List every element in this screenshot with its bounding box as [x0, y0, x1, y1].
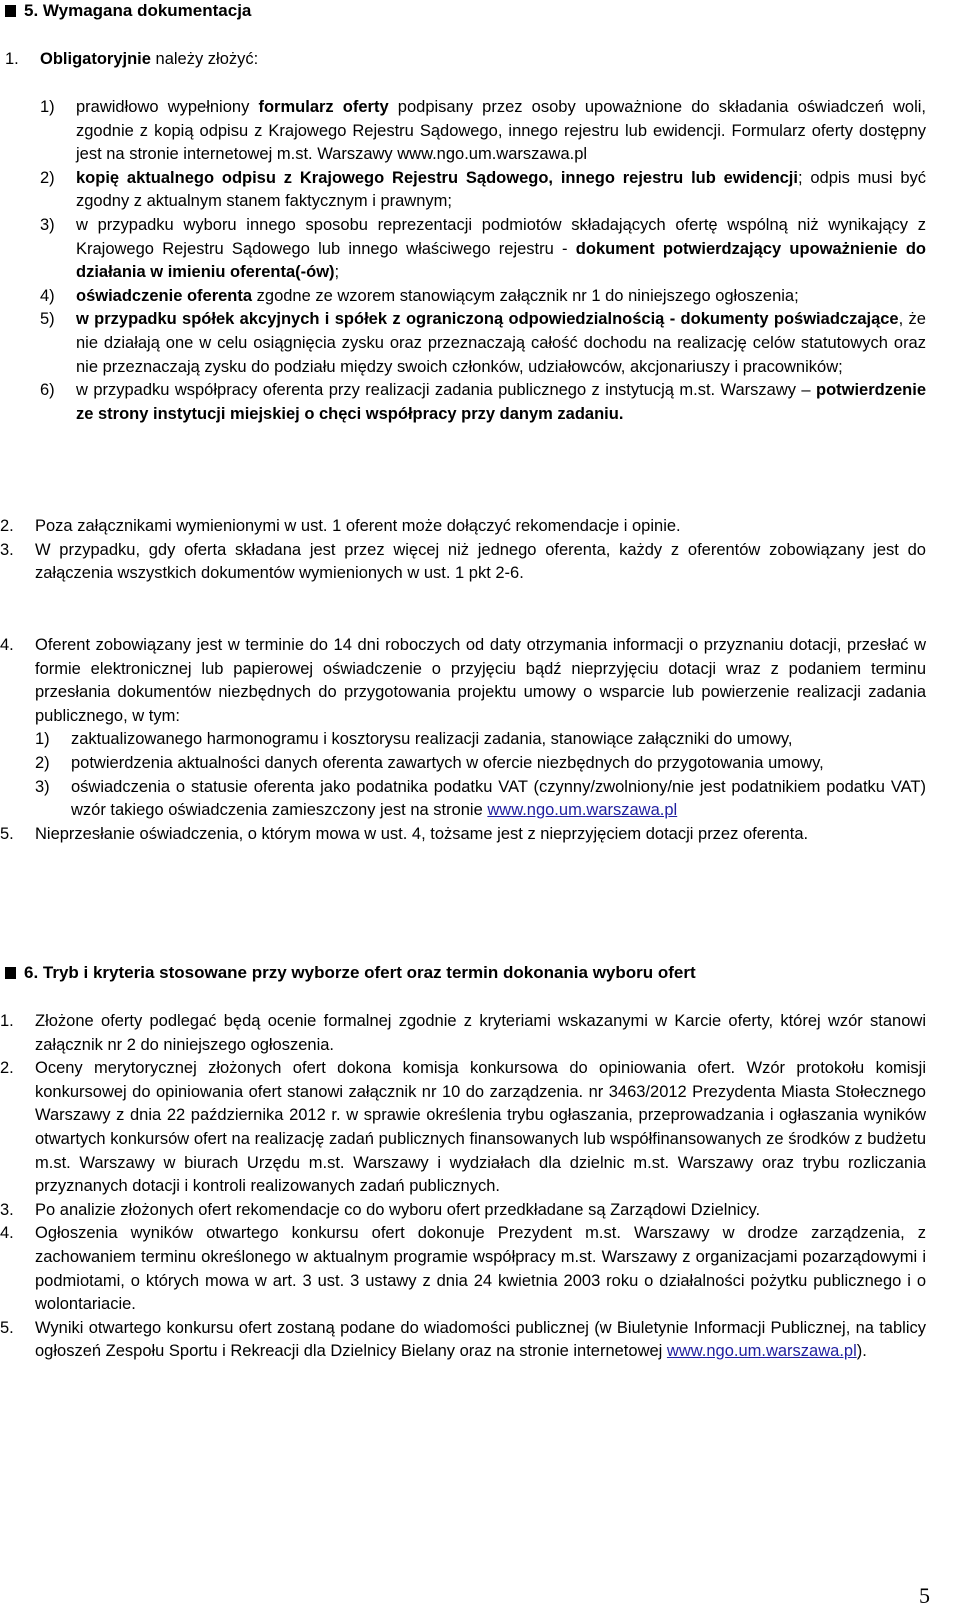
section-6-title: 6. Tryb i kryteria stosowane przy wyborze ofert oraz termin dokonania wyboru ofert: [24, 963, 696, 982]
s6-point-2: 2. Oceny merytorycznej złożonych ofert dokona komisja konkursowa do opiniowania ofert. Wzór protokołu komisji konkursowej do opiniowania ofert stanowi załącznik nr 10 do zarządzenia. nr 3463/2012 Prezydenta Miasta Stołecznego Warszawy z dnia 22 października 2012 r. w sprawie określenia trybu ogłaszania, przeprowadzania i ogłaszania wyników otwartych konkursów ofert na realizację zadań publicznych finansowanych lub współfinansowanych ze środków z budżetu m.st. Warszawy w biurach Urzędu m.st. Warszawy i wydziałach dla dzielnic m.st. Warszawy oraz trybu rozliczania przyznanych dotacji i kontroli realizowanych zadań publicznych.: [0, 1059, 926, 1196]
list-item: 3) w przypadku wyboru innego sposobu reprezentacji podmiotów składających ofertę wspólną niż wynikający z Krajowego Rejestru Sądowego lub innego właściwego rejestru - dokument potwierdzający upoważnienie do działania w imieniu oferenta(-ów);: [40, 215, 926, 282]
s5-point-4-sublist: [0, 728, 926, 822]
ngo-website-link[interactable]: www.ngo.um.warszawa.pl: [487, 801, 678, 820]
list-item: 6) w przypadku współpracy oferenta przy realizacji zadania publicznego z instytucją m.st. Warszawy – potwierdzenie ze strony instytucji miejskiej o chęci współpracy przy danym zadaniu.: [40, 381, 926, 423]
list-item: 3) oświadczenia o statusie oferenta jako podatnika podatku VAT (czynny/zwolniony/nie jest podatnikiem podatku VAT) wzór takiego oświadczenia zamieszczony jest na stronie www.ngo.um.warszawa.pl: [35, 777, 926, 820]
s6-point-5: 5. Wyniki otwartego konkursu ofert zostaną podane do wiadomości publicznej (w Biuletynie Informacji Publicznej, na tablicy ogłoszeń Zespołu Sportu i Rekreacji dla Dzielnicy Bielany oraz na stronie internetowej www.ngo.um.warszawa.pl).: [0, 1318, 926, 1361]
list-item: 5) w przypadku spółek akcyjnych i spółek z ograniczoną odpowiedzialnością - dokumenty poświadczające, że nie działają one w celu osiągnięcia zysku oraz przeznaczają całość dochodu na realizację celów statutowych oraz nie przeznaczają zysku do podziału między swoich członków, udziałowców, akcjonariuszy i pracowników;: [40, 310, 926, 376]
s5-point-2: 2. Poza załącznikami wymienionymi w ust. 1 oferent może dołączyć rekomendacje i opinie.: [0, 517, 681, 535]
s6-point-4: 4. Ogłoszenia wyników otwartego konkursu ofert dokonuje Prezydent m.st. Warszawy w drodze zarządzenia, z zachowaniem terminu określonego w aktualnym programie współpracy m.st. Warszawy z organizacjami pozarządowymi i podmiotami, o których mowa w art. 3 ust. 3 ustawy z dnia 24 kwietnia 2003 roku o działalności pożytku publicznego i o wolontariacie.: [0, 1224, 926, 1314]
s5-point-4: 4. Oferent zobowiązany jest w terminie do 14 dni roboczych od daty otrzymania informacji o przyznaniu dotacji, przesłać w formie elektronicznej lub papierowej oświadczenie o przyjęciu bądź nieprzyjęciu dotacji wraz z podaniem terminu przesłania dokumentów niezbędnych do przygotowania projektu umowy o wsparcie lub powierzenie realizacji zadania publicznego, w tym: 1) zaktualizowanego harmonogramu i kosztorysu realizacji zadania, stanowiące załączniki do umowy, 2) potwierdzenia aktualności danych oferenta zawartych w ofercie niezbędnych do przygotowania umowy, 3) oświadczenia o statusie oferenta jako podatnika podatku VAT (czynny/zwolniony/nie jest podatnikiem podatku VAT) wzór takiego oświadczenia zamieszczony jest na stronie www.ngo.um.warszawa.pl 5. Nieprzesłanie oświadczenia, o którym mowa w ust. 4, tożsame jest z nieprzyjęciem dotacji przez oferenta.: [0, 634, 960, 846]
page-number: 5: [919, 1583, 930, 1608]
s5-points-2-3: [0, 515, 960, 586]
list-item: 1) zaktualizowanego harmonogramu i kosztorysu realizacji zadania, stanowiące załączniki do umowy,: [35, 730, 793, 749]
bullet-square-icon: [5, 967, 16, 979]
s5-point-5: 5. Nieprzesłanie oświadczenia, o którym mowa w ust. 4, tożsame jest z nieprzyjęciem dotacji przez oferenta.: [0, 824, 809, 843]
list-item: 2) potwierdzenia aktualności danych oferenta zawartych w ofercie niezbędnych do przygotowania umowy,: [35, 753, 824, 772]
s6-point-3: 3. Po analizie złożonych ofert rekomendacje co do wyboru ofert przedkładane są Zarządowi Dzielnicy.: [0, 1200, 761, 1219]
section-5-title: 5. Wymagana dokumentacja: [24, 1, 252, 20]
bullet-square-icon: [5, 5, 16, 17]
section-5-point-1: [0, 48, 960, 72]
s6-point-1: 1. Złożone oferty podlegać będą ocenie formalnej zgodnie z kryteriami wskazanymi w Karcie oferty, której wzór stanowi załącznik nr 2 do niniejszego ogłoszenia.: [0, 1012, 926, 1054]
section-5-heading: [5, 0, 251, 22]
list-item: 1) prawidłowo wypełniony formularz oferty podpisany przez osoby upoważnione do składania oświadczeń woli, zgodnie z kopią odpisu z Krajowego Rejestru Sądowego, innego rejestru lub ewidencji. Formularz oferty dostępny jest na stronie internetowej m.st. Warszawy www.ngo.um.warszawa.pl: [40, 98, 926, 164]
s5-required-list: [0, 96, 960, 426]
s5-point-3: 3. W przypadku, gdy oferta składana jest przez więcej niż jednego oferenta, każdy z oferentów zobowiązany jest do załączenia wszystkich dokumentów wymienionych w ust. 1 pkt 2-6.: [0, 540, 926, 583]
section-6-body: [0, 1010, 960, 1364]
section-6-heading: [5, 962, 696, 984]
list-item: 4) oświadczenie oferenta zgodne ze wzorem stanowiącym załącznik nr 1 do niniejszego ogłoszenia;: [40, 286, 799, 305]
list-item: 2) kopię aktualnego odpisu z Krajowego Rejestru Sądowego, innego rejestru lub ewidencji; odpis musi być zgodny z aktualnym stanem faktycznym i prawnym;: [40, 168, 926, 211]
ngo-website-link[interactable]: www.ngo.um.warszawa.pl: [666, 1342, 857, 1361]
s5-p1-line: 1. Obligatoryjnie należy złożyć:: [5, 50, 259, 68]
